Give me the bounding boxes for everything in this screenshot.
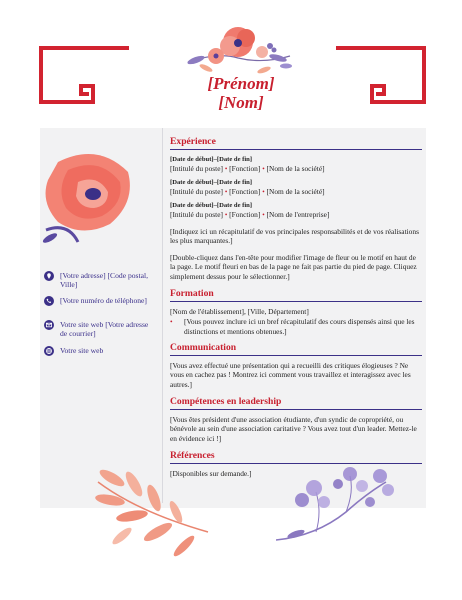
job-company[interactable]: [Nom de la société] xyxy=(266,187,325,196)
phone-icon xyxy=(44,296,54,306)
communication-text[interactable]: [Vous avez effectué une présentation qui a recueilli des critiques élogieuses ? Ne vous en cachez pas ! Montrez ici comment vous travaillez et interagissez avec les autres.] xyxy=(170,360,411,389)
contact-address xyxy=(44,271,154,289)
header-flower-illustration xyxy=(178,22,298,82)
education-school[interactable]: [Nom de l'établissement], [Ville, Département] xyxy=(170,307,309,317)
name-block xyxy=(150,74,332,112)
leadership-text[interactable]: [Vous êtes président d'une association étudiante, d'un syndic de copropriété, ou bénévole au sein d'une association caritative ? Vous avez tout d'un leader. Mettez-le en évidence ici !] xyxy=(170,415,417,443)
first-name[interactable]: [Prénom] xyxy=(207,74,275,93)
job-function[interactable]: [Fonction] xyxy=(229,187,261,196)
education-bullet xyxy=(170,317,422,335)
separator-dot: • xyxy=(224,188,228,196)
education-bullet-text[interactable]: [Vous pouvez inclure ici un bref récapitulatif des cours dispensés ainsi que les distinctions et mentions obtenues.] xyxy=(184,317,415,336)
leadership-title[interactable]: Compétences en leadership xyxy=(170,396,422,410)
globe-icon xyxy=(44,346,54,356)
communication-section xyxy=(170,342,422,389)
job-function[interactable]: [Fonction] xyxy=(229,164,261,173)
contact-email-text[interactable]: Votre site web [Votre adresse de courrier] xyxy=(60,320,149,338)
experience-title[interactable]: Expérience xyxy=(170,136,422,150)
job-dates[interactable]: [Date de début]–[Date de fin] xyxy=(170,202,253,209)
separator-dot: • xyxy=(224,165,228,173)
job-dates[interactable]: [Date de début]–[Date de fin] xyxy=(170,156,253,163)
contact-phone xyxy=(44,296,154,306)
footer-berries-illustration xyxy=(276,462,398,552)
job-function[interactable]: [Fonction] xyxy=(229,210,261,219)
job-title[interactable]: [Intitulé du poste] xyxy=(170,210,223,219)
job-entry xyxy=(170,201,422,220)
last-name[interactable]: [Nom] xyxy=(218,93,264,112)
separator-dot: • xyxy=(262,211,265,219)
main-column xyxy=(170,136,422,486)
contact-address-text[interactable]: [Votre adresse] [Code postal, Ville] xyxy=(60,271,149,289)
job-company[interactable]: [Nom de la société] xyxy=(266,164,325,173)
column-divider xyxy=(162,128,163,503)
job-entry xyxy=(170,178,422,197)
contact-website-text[interactable]: Votre site web xyxy=(60,346,104,355)
separator-dot: • xyxy=(262,165,265,173)
education-title[interactable]: Formation xyxy=(170,288,422,302)
education-section xyxy=(170,288,422,336)
contact-phone-text[interactable]: [Votre numéro de téléphone] xyxy=(60,296,147,305)
job-dates[interactable]: [Date de début]–[Date de fin] xyxy=(170,179,253,186)
job-title[interactable]: [Intitulé du poste] xyxy=(170,164,223,173)
communication-title[interactable]: Communication xyxy=(170,342,422,356)
corner-frame-top-right xyxy=(336,44,428,108)
separator-dot: • xyxy=(224,211,228,219)
references-title[interactable]: Références xyxy=(170,450,422,464)
job-title[interactable]: [Intitulé du poste] xyxy=(170,187,223,196)
contact-website xyxy=(44,346,154,356)
references-text[interactable]: [Disponibles sur demande.] xyxy=(170,469,252,479)
leadership-section xyxy=(170,396,422,443)
bullet-marker: • xyxy=(170,317,173,327)
job-entry xyxy=(170,155,422,174)
sidebar-flower-illustration xyxy=(38,142,136,250)
experience-summary[interactable]: [Indiquez ici un récapitulatif de vos principales responsabilités et de vos réalisations les plus marquantes.] xyxy=(170,227,419,246)
corner-frame-top-left xyxy=(37,44,129,108)
email-icon xyxy=(44,320,54,330)
experience-section xyxy=(170,136,422,281)
job-company[interactable]: [Nom de l'entreprise] xyxy=(266,210,330,219)
separator-dot: • xyxy=(262,188,265,196)
contact-email xyxy=(44,320,154,338)
location-pin-icon xyxy=(44,271,54,281)
experience-note[interactable]: [Double-cliquez dans l'en-tête pour modifier l'image de fleur ou le motif en haut de la page. Le motif fleuri en bas de la page ne fait pas partie du pied de page. Cliquez simplement dessus pour le sélectionner.] xyxy=(170,252,417,281)
footer-leaves-illustration xyxy=(88,462,218,562)
